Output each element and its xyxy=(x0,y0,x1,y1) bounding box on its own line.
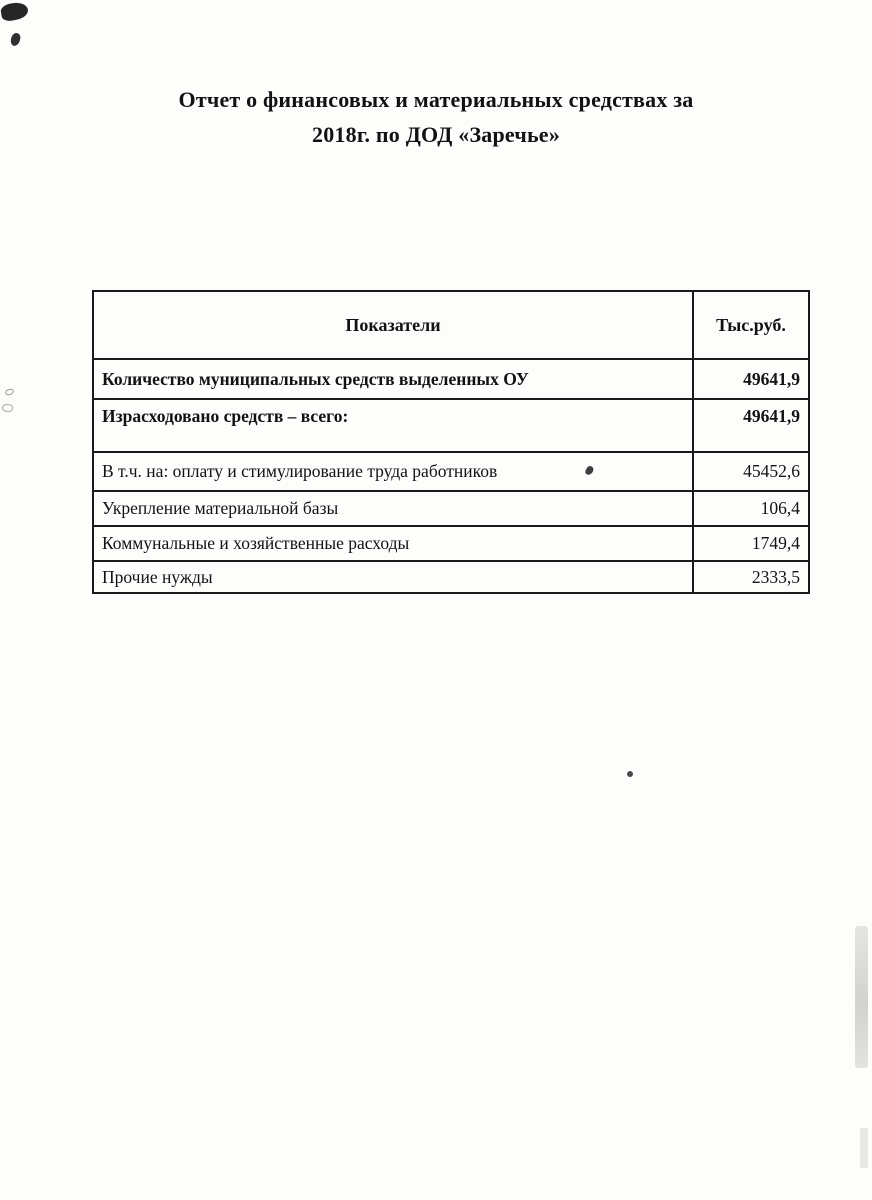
scan-artifact-edge-shadow xyxy=(855,926,868,1068)
row-label-spent-total: Израсходовано средств – всего: xyxy=(93,399,693,452)
row-value-salaries: 45452,6 xyxy=(693,452,809,491)
row-label-salaries: В т.ч. на: оплату и стимулирование труда работников xyxy=(93,452,693,491)
table-row xyxy=(93,399,809,452)
scan-artifact-corner-blob xyxy=(0,1,29,22)
table-row xyxy=(93,452,809,491)
scan-artifact-corner-speck xyxy=(9,32,21,47)
document-title-line2: 2018г. по ДОД «Заречье» xyxy=(312,122,560,147)
financial-report-table xyxy=(92,290,810,594)
row-value-municipal-funds: 49641,9 xyxy=(693,359,809,399)
scan-artifact-edge-shadow xyxy=(860,1128,868,1168)
table-row xyxy=(93,526,809,561)
table-row xyxy=(93,491,809,526)
table-row xyxy=(93,561,809,593)
row-label-material-base: Укрепление материальной базы xyxy=(93,491,693,526)
scan-artifact-speck xyxy=(627,771,633,777)
row-value-other-needs: 2333,5 xyxy=(693,561,809,593)
document-title xyxy=(56,82,816,152)
row-label-utilities: Коммунальные и хозяйственные расходы xyxy=(93,526,693,561)
row-value-material-base: 106,4 xyxy=(693,491,809,526)
row-value-spent-total: 49641,9 xyxy=(693,399,809,452)
table-header-row xyxy=(93,291,809,359)
row-label-municipal-funds: Количество муниципальных средств выделенных ОУ xyxy=(93,359,693,399)
row-label-other-needs: Прочие нужды xyxy=(93,561,693,593)
table-header-indicators: Показатели xyxy=(93,291,693,359)
scan-artifact-left-squiggle xyxy=(4,388,15,397)
row-value-utilities: 1749,4 xyxy=(693,526,809,561)
document-title-line1: Отчет о финансовых и материальных средствах за xyxy=(178,87,694,112)
table-row xyxy=(93,359,809,399)
table-header-thousand-rub: Тыс.руб. xyxy=(693,291,809,359)
scan-artifact-left-squiggle xyxy=(1,403,13,413)
